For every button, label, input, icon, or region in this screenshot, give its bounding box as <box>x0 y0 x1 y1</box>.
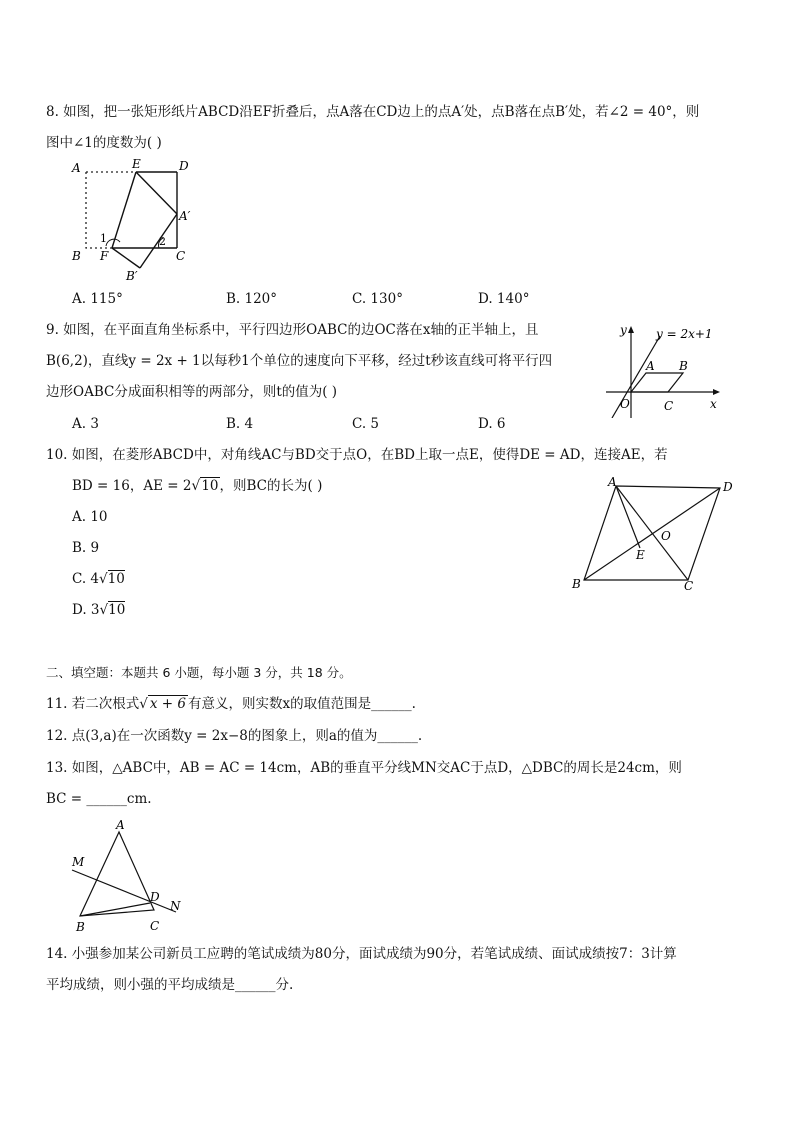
q10-label-E: E <box>636 548 645 562</box>
q13-label-M: M <box>72 855 85 869</box>
q10-stem-line2 <box>72 477 322 495</box>
q9-line-eq: y = 2x+1 <box>656 327 713 341</box>
q10-label-O: O <box>661 529 671 543</box>
q11-post: 有意义，则实数x的取值范围是______. <box>187 696 416 712</box>
q13-label-D: D <box>150 890 160 904</box>
q8-label-C: C <box>176 249 186 263</box>
q9-axis-x: x <box>710 397 717 411</box>
q10-stem-post: ，则BC的长为( ) <box>219 478 323 494</box>
q13-stem-line2: BC = ______cm. <box>46 791 152 807</box>
q8-label-D: D <box>179 159 189 173</box>
q8-angle-2: 2 <box>159 235 166 248</box>
q8-label-E: E <box>132 157 141 171</box>
sqrt-icon: √ <box>99 571 108 587</box>
q13-label-N: N <box>170 899 181 913</box>
section-2-heading: 二、填空题：本题共 6 小题，每小题 3 分，共 18 分。 <box>46 665 352 680</box>
q10-option-a[interactable]: A. 10 <box>72 509 108 525</box>
q13-stem-line1: 13. 如图，△ABC中，AB = AC = 14cm，AB的垂直平分线MN交AC于点D，△DBC的周长是24cm，则 <box>46 760 682 776</box>
q11-radicand: x + 6 <box>149 696 186 712</box>
q9-stem-line3: 边形OABC分成面积相等的两部分，则t的值为( ) <box>46 384 338 400</box>
q8-label-F: F <box>100 249 109 263</box>
sqrt-icon: √ <box>139 696 148 712</box>
q10-stem-radicand: 10 <box>201 478 219 494</box>
q10-label-A: A <box>608 475 617 489</box>
sqrt-icon: √ <box>191 478 201 494</box>
q14-stem-line2: 平均成绩，则小强的平均成绩是______分. <box>46 977 294 993</box>
q10-option-d-radicand: 10 <box>108 602 126 618</box>
q13-label-A: A <box>116 818 125 832</box>
q10-option-b[interactable]: B. 9 <box>72 540 100 556</box>
q9-figure <box>600 318 730 418</box>
q8-option-a[interactable]: A. 115° <box>72 291 123 307</box>
q13-label-C: C <box>150 919 160 933</box>
q11-pre: 11. 若二次根式 <box>46 696 140 712</box>
q10-stem-line1: 10. 如图，在菱形ABCD中，对角线AC与BD交于点O，在BD上取一点E，使得DE = AD，连接AE，若 <box>46 447 668 463</box>
q8-option-d[interactable]: D. 140° <box>478 291 530 307</box>
q8-label-B-prime: B′ <box>126 269 138 283</box>
q10-label-B: B <box>572 577 581 591</box>
q8-label-A-prime: A′ <box>179 209 191 223</box>
q9-option-a[interactable]: A. 3 <box>72 416 99 432</box>
q9-option-c[interactable]: C. 5 <box>352 416 380 432</box>
q9-option-b[interactable]: B. 4 <box>226 416 254 432</box>
q8-option-b[interactable]: B. 120° <box>226 291 278 307</box>
q10-figure <box>568 474 743 598</box>
q13-figure <box>66 814 186 936</box>
q9-label-O: O <box>620 397 630 411</box>
q10-option-d-pre: D. 3 <box>72 602 100 618</box>
q8-label-A: A <box>72 161 81 175</box>
q10-option-c[interactable] <box>72 570 125 588</box>
q8-angle-1: 1 <box>100 232 107 245</box>
q8-figure <box>66 156 206 286</box>
q14-stem-line1: 14. 小强参加某公司新员工应聘的笔试成绩为80分，面试成绩为90分，若笔试成绩、面试成绩按7：3计算 <box>46 946 677 962</box>
q9-label-B: B <box>679 359 688 373</box>
q9-stem-line2: B(6,2)，直线y = 2x + 1以每秒1个单位的速度向下平移，经过t秒该直线可将平行四 <box>46 353 553 369</box>
q10-label-C: C <box>684 579 694 593</box>
q10-option-c-radicand: 10 <box>107 571 125 587</box>
q9-axis-y: y <box>620 323 627 337</box>
q10-label-D: D <box>723 480 733 494</box>
q8-stem-line2: 图中∠1的度数为( ) <box>46 135 162 151</box>
q8-dotted-outline <box>86 172 112 248</box>
q9-label-A: A <box>646 359 655 373</box>
q9-stem-line1: 9. 如图，在平面直角坐标系中，平行四边形OABC的边OC落在x轴的正半轴上，且 <box>46 322 539 338</box>
q10-stem-pre: BD = 16，AE = 2 <box>72 478 192 494</box>
q11-stem <box>46 695 416 713</box>
q8-option-c[interactable]: C. 130° <box>352 291 403 307</box>
q12-stem: 12. 点(3,a)在一次函数y = 2x−8的图象上，则a的值为______. <box>46 728 423 744</box>
q9-option-d[interactable]: D. 6 <box>478 416 506 432</box>
sqrt-icon: √ <box>99 602 109 618</box>
q8-stem-line1: 8. 如图，把一张矩形纸片ABCD沿EF折叠后，点A落在CD边上的点A′处，点B落在点B′处，若∠2 = 40°，则 <box>46 104 700 120</box>
q13-label-B: B <box>76 920 85 934</box>
q8-label-B: B <box>72 249 81 263</box>
q10-option-c-pre: C. 4 <box>72 571 100 587</box>
q10-option-d[interactable] <box>72 601 125 619</box>
q9-label-C: C <box>664 399 674 413</box>
